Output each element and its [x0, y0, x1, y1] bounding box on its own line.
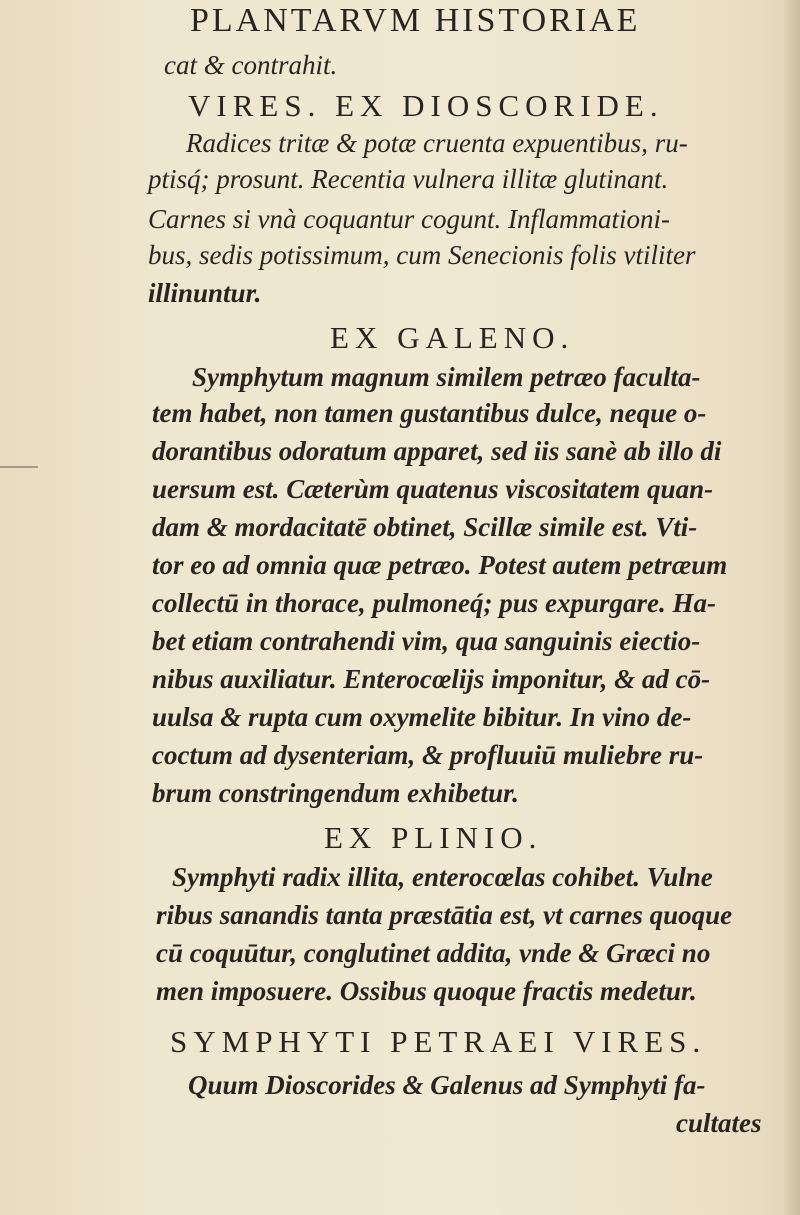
text-line: cū coquūtur, conglutinet addita, vnde & Græci no: [156, 938, 711, 968]
text-line: collectū in thorace, pulmoneq́; pus expurgare. Ha-: [152, 588, 717, 618]
page-edge-shadow: [782, 0, 800, 1215]
text-line: bet etiam contrahendi vim, qua sanguinis eiectio-: [152, 626, 701, 656]
text-line: ptisq́; prosunt. Recentia vulnera illitæ glutinant.: [148, 164, 669, 194]
margin-rule: [0, 466, 38, 468]
text-line: coctum ad dysenteriam, & profluuiū muliebre ru-: [152, 740, 704, 770]
text-line: bus, sedis potissimum, cum Senecionis folis vtiliter: [148, 240, 696, 270]
text-line: dorantibus odoratum apparet, sed iis sanè ab illo di: [152, 436, 722, 466]
text-line: Radices tritæ & potæ cruenta expuentibus, ru-: [186, 128, 688, 158]
section-heading-plinio: EX PLINIO.: [324, 820, 543, 855]
text-line: ribus sanandis tanta præstātia est, vt carnes quoque: [156, 900, 733, 930]
text-line: Quum Dioscorides & Galenus ad Symphyti fa-: [188, 1070, 706, 1100]
text-line: Symphyti radix illita, enterocœlas cohibet. Vulne: [172, 862, 713, 892]
text-line: cat & contrahit.: [164, 50, 338, 80]
text-line: tem habet, non tamen gustantibus dulce, neque o-: [152, 398, 707, 428]
section-heading-dioscorides: VIRES. EX DIOSCORIDE.: [188, 88, 664, 123]
text-line: dam & mordacitatē obtinet, Scillæ simile est. Vti-: [152, 512, 698, 542]
running-head: PLANTARVM HISTORIAE: [190, 2, 641, 39]
section-heading-galeno: EX GALENO.: [330, 320, 575, 355]
text-line: men imposuere. Ossibus quoque fractis medetur.: [156, 976, 697, 1006]
text-line: brum constringendum exhibetur.: [152, 778, 519, 808]
text-line: nibus auxiliatur. Enterocœlijs imponitur, & ad cō-: [152, 664, 711, 694]
catchword: cultates: [676, 1108, 762, 1138]
text-line: illinuntur.: [148, 278, 262, 308]
text-line: Symphytum magnum similem petræo faculta-: [192, 362, 701, 392]
section-heading-symphyti-petraei: SYMPHYTI PETRAEI VIRES.: [170, 1024, 707, 1059]
text-line: tor eo ad omnia quæ petræo. Potest autem petræum: [152, 550, 728, 580]
text-line: Carnes si vnà coquantur cogunt. Inflammationi-: [148, 204, 670, 234]
text-line: uersum est. Cæterùm quatenus viscositatem quan-: [152, 474, 714, 504]
text-line: uulsa & rupta cum oxymelite bibitur. In vino de-: [152, 702, 692, 732]
